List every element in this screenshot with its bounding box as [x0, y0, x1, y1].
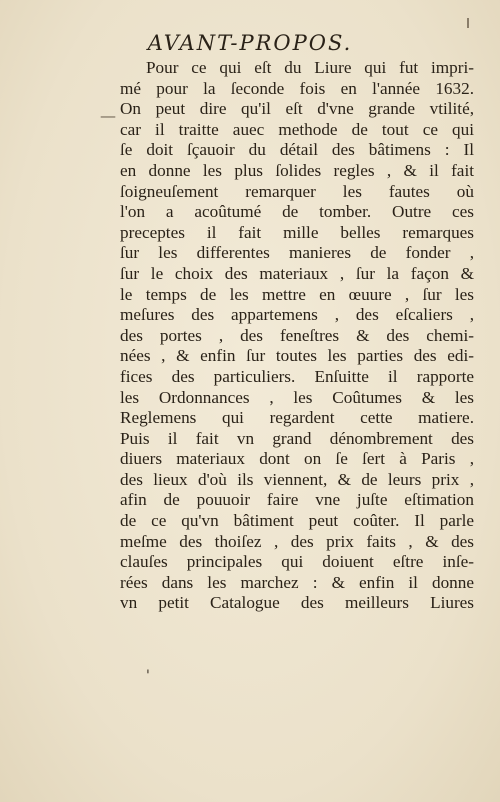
text-line: les Ordonnances , les Coûtumes & les — [120, 387, 474, 407]
text-line: meſures des appartemens , des eſcaliers , — [120, 305, 474, 325]
text-line: On peut dire qu'il eſt d'vne grande vtilité, — [120, 99, 474, 119]
page-header: AVANT-PROPOS. — [147, 31, 353, 55]
text-line: ſur les differentes manieres de fonder , — [120, 243, 474, 263]
text-line: preceptes il fait mille belles remarques — [120, 222, 474, 242]
text-line: Puis il fait vn grand dénombrement des — [120, 428, 474, 448]
text-line: vn petit Catalogue des meilleurs Liures — [120, 593, 474, 613]
text-line: clauſes principales qui doiuent eſtre inſe- — [120, 552, 474, 572]
text-line: des portes , des feneſtres & des chemi- — [120, 325, 474, 345]
text-line: des lieux d'où ils viennent, & de leurs prix , — [120, 469, 474, 489]
text-line: fices des particuliers. Enſuitte il rapporte — [120, 366, 474, 386]
page-edge-mark — [467, 18, 469, 28]
text-line: ſur le choix des materiaux , ſur la façon & — [120, 263, 474, 283]
text-line: afin de pouuoir faire vne juſte eſtimation — [120, 490, 474, 510]
margin-annotation: — — [100, 106, 116, 125]
text-line: en donne les plus ſolides regles , & il fait — [120, 160, 474, 180]
text-line: le temps de les mettre en œuure , ſur les — [120, 284, 474, 304]
text-line: meſme des thoiſez , des prix faits , & des — [120, 531, 474, 551]
text-line: ſe doit ſçauoir du détail des bâtimens : Il — [120, 140, 474, 160]
footer-mark: ' — [146, 668, 150, 684]
text-line: ſoigneuſement remarquer les fautes où — [120, 181, 474, 201]
text-line: Reglemens qui regardent cette matiere. — [120, 408, 474, 428]
text-line: car il traitte auec methode de tout ce qui — [120, 119, 474, 139]
text-line: nées , & enfin ſur toutes les parties des edi- — [120, 346, 474, 366]
body-text — [120, 58, 474, 614]
text-line: diuers materiaux dont on ſe ſert à Paris , — [120, 449, 474, 469]
text-line: mé pour la ſeconde fois en l'année 1632. — [120, 78, 474, 98]
text-line: l'on a acoûtumé de tomber. Outre ces — [120, 202, 474, 222]
text-line: de ce qu'vn bâtiment peut coûter. Il parle — [120, 511, 474, 531]
text-line: Pour ce qui eſt du Liure qui fut impri- — [146, 58, 474, 77]
text-line: rées dans les marchez : & enfin il donne — [120, 572, 474, 592]
